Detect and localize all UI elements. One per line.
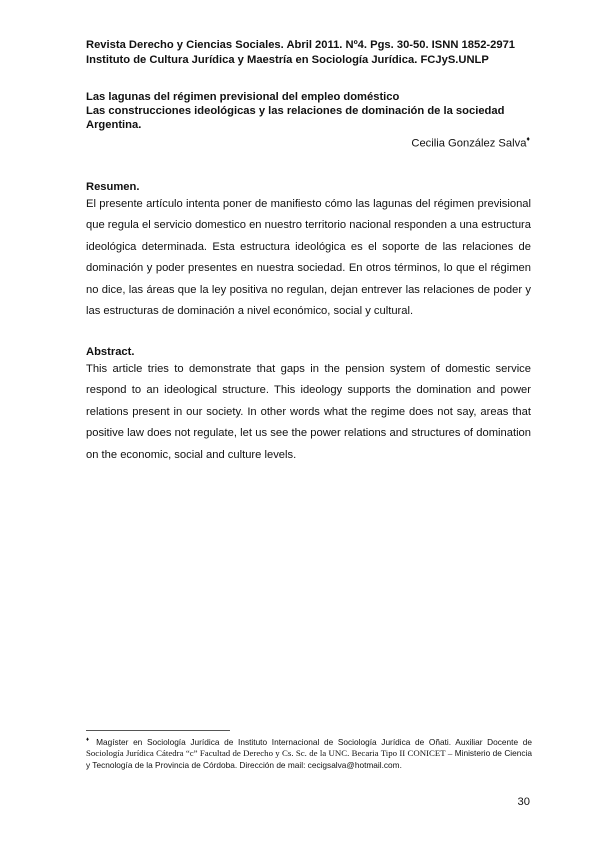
footnote-text-2: Sociología Jurídica Cátedra “c” Facultad de Derecho y Cs. Sc. de la UNC. Becaria Tipo II CONICET –	[86, 748, 453, 759]
journal-header	[86, 38, 526, 68]
title-line-3: Argentina.	[86, 119, 142, 132]
footnote	[86, 735, 532, 772]
page-number: 30	[517, 796, 530, 808]
journal-header-line-2: Instituto de Cultura Jurídica y Maestría en Sociología Jurídica. FCJyS.UNLP	[86, 54, 489, 66]
resumen-paragraph: El presente artículo intenta poner de manifiesto cómo las lagunas del régimen previsional que regula el servicio domestico en nuestro territorio nacional responden a una estructura ideológica determinada. Esta estructura ideológica es el soporte de las relaciones de dominación y poder presentes en nuestra sociedad. En otros términos, lo que el régimen no dice, las áreas que la ley positiva no regulan, dejan entrever las relaciones de poder y las estructuras de dominación a nivel económico, social y cultural.	[86, 198, 531, 318]
footnote-text-1: Magíster en Sociología Jurídica de Instituto Internacional de Sociología Jurídica de Oñati. Auxiliar Docente de	[91, 736, 532, 747]
journal-header-line-1: Revista Derecho y Ciencias Sociales. Abril 2011. Nº4. Pgs. 30-50. ISNN 1852-2971	[86, 39, 516, 51]
author-line	[86, 134, 530, 151]
resumen-heading: Resumen.	[86, 181, 140, 193]
author-footnote-mark[interactable]: ♦	[526, 136, 530, 143]
article-title	[86, 90, 526, 133]
title-line-2: Las construcciones ideológicas y las relaciones de dominación de la sociedad	[86, 105, 505, 118]
abstract-paragraph: This article tries to demonstrate that gaps in the pension system of domestic service respond to an ideological structure. This ideology supports the domination and power relations present in our society. In other words what the regime does not say, areas that positive law does not regulate, let us see the power relations and structures of domination on the economic, social and culture levels.	[86, 363, 531, 461]
footnote-text-3: Ministerio de Ciencia y Tecnología de la Provincia de Córdoba. Dirección de mail: cecigsalva@hotmail.com.	[86, 748, 532, 770]
footnote-mark: ♦	[86, 737, 92, 743]
abstract-heading: Abstract.	[86, 346, 135, 358]
title-line-1: Las lagunas del régimen previsional del empleo doméstico	[86, 91, 400, 103]
author-name: Cecilia González Salva	[411, 137, 527, 150]
footnote-divider	[86, 730, 230, 731]
